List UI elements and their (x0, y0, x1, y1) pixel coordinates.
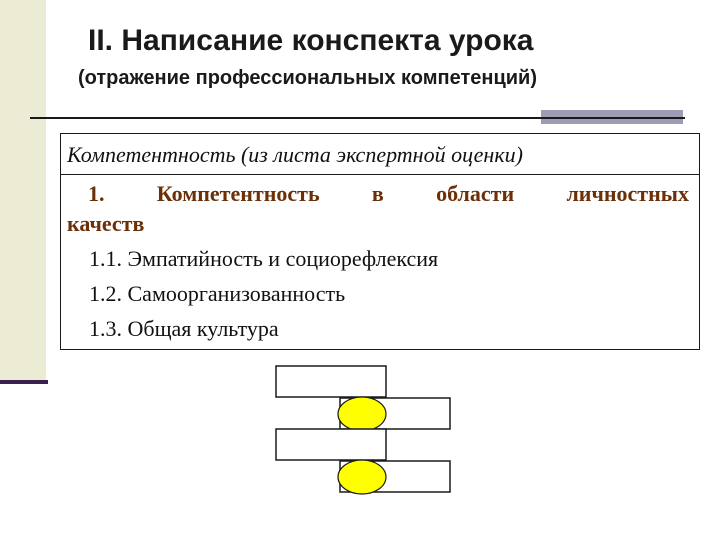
diagram-rect-2 (340, 398, 450, 429)
section-title (61, 177, 699, 211)
section-title-continuation: качеств (67, 211, 145, 236)
left-decor-line (0, 380, 48, 384)
left-decor-bar (0, 0, 46, 382)
diagram-ellipse-2 (338, 460, 386, 494)
competency-box (60, 133, 700, 350)
diagram-rect-1 (276, 366, 386, 397)
section-word: в (371, 181, 384, 206)
item-list (61, 241, 699, 346)
box-header: Компетентность (из листа экспертной оценки) (61, 134, 699, 175)
slide-subtitle: (отражение профессиональных компетенций) (78, 67, 537, 89)
section-word: области (436, 181, 515, 206)
diagram-ellipse-1 (338, 397, 386, 431)
list-item: 1.1. Эмпатийность и социорефлексия (89, 246, 439, 271)
list-item: 1.3. Общая культура (89, 316, 279, 341)
section-word: личностных (566, 181, 689, 206)
section-word: Компетентность (156, 181, 320, 206)
slide-title: II. Написание конспекта урока (88, 24, 534, 57)
section-word: 1. (88, 181, 105, 206)
list-item: 1.2. Самоорганизованность (89, 281, 346, 306)
diagram-rect-4 (340, 461, 450, 492)
divider-rule (30, 117, 685, 119)
diagram-rect-3 (276, 429, 386, 460)
